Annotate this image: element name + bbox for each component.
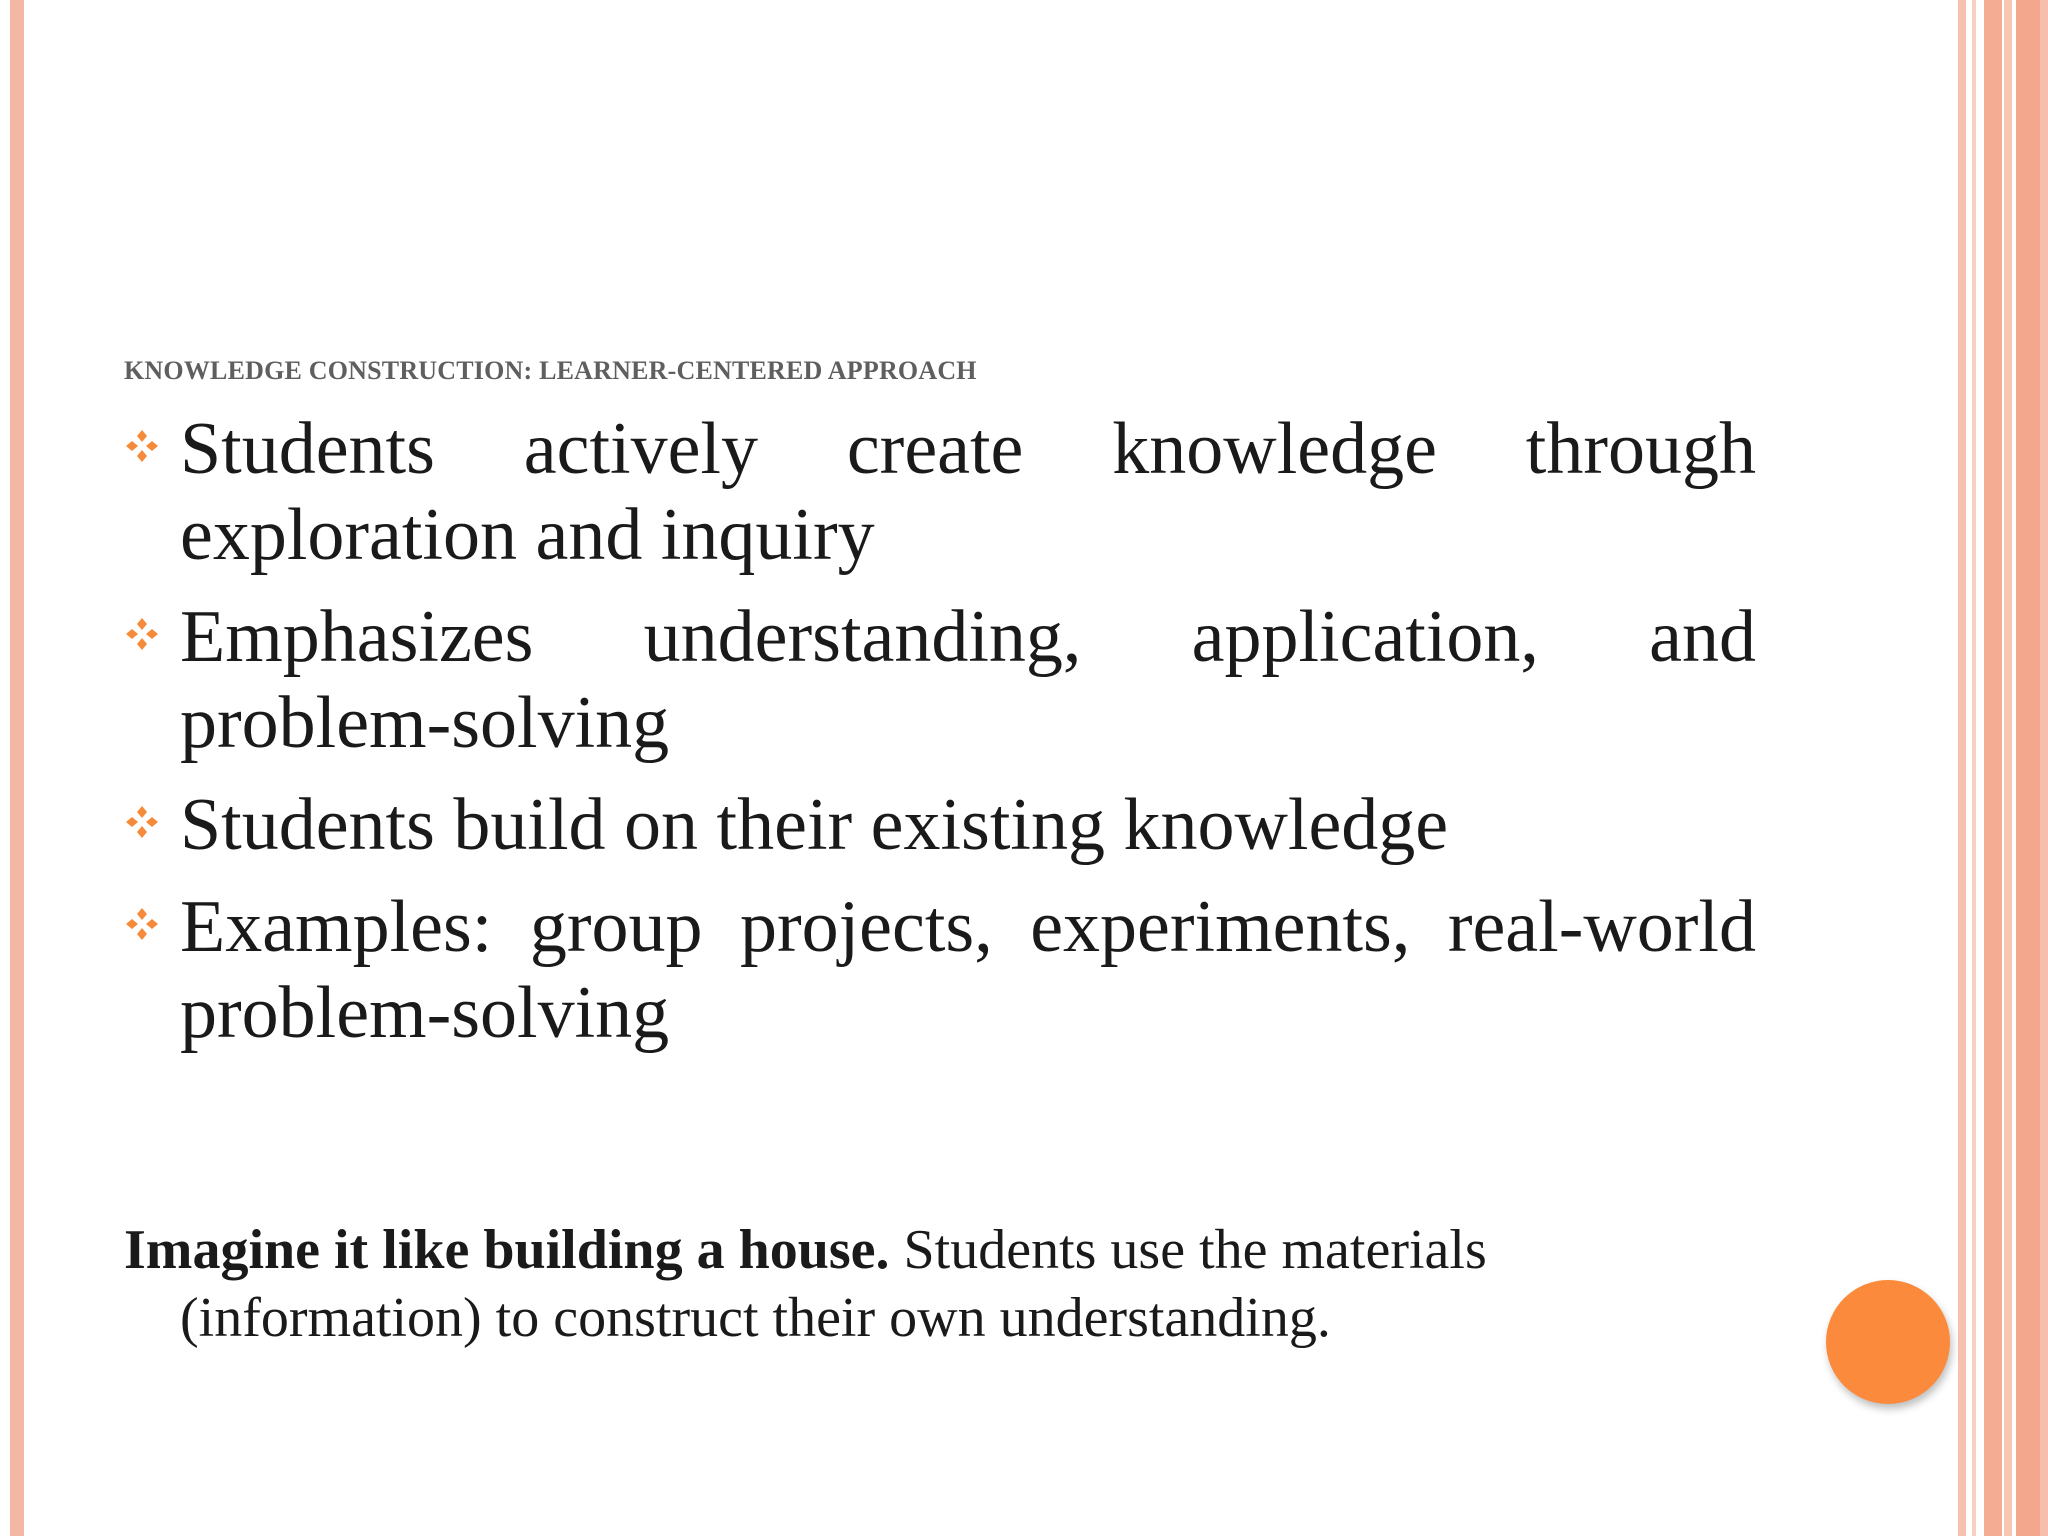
analogy-bold-lead: Imagine it like building a house. (124, 1219, 890, 1281)
right-decorative-stripe (2004, 0, 2012, 1536)
bullet-text: Students build on their existing knowledge (180, 784, 1449, 866)
right-decorative-stripe (2040, 0, 2048, 1536)
analogy-rest-text: Students use the materials (information) to construct their own understanding. (180, 1219, 1487, 1349)
bullet-item (124, 594, 1756, 766)
four-diamond-bullet-icon (124, 906, 160, 942)
left-decorative-border (10, 0, 24, 1536)
four-diamond-bullet-icon (124, 804, 160, 840)
bullet-item (124, 884, 1756, 1056)
slide-subtitle: KNOWLEDGE CONSTRUCTION: LEARNER-CENTERED APPROACH (124, 356, 977, 385)
bullet-item (124, 782, 1756, 868)
four-diamond-bullet-icon (124, 428, 160, 464)
bullet-text: Emphasizes understanding, application, and problem-solving (180, 596, 1756, 764)
right-decorative-stripe (1972, 0, 1976, 1536)
orange-circle-decoration (1826, 1280, 1950, 1404)
bullet-list (124, 406, 1756, 1072)
right-decorative-stripe (2016, 0, 2040, 1536)
right-decorative-stripe (1958, 0, 1966, 1536)
bullet-text: Students actively create knowledge through exploration and inquiry (180, 408, 1756, 576)
bullet-item (124, 406, 1756, 578)
analogy-paragraph (124, 1216, 1680, 1352)
bullet-text: Examples: group projects, experiments, real-world problem-solving (180, 886, 1756, 1054)
four-diamond-bullet-icon (124, 616, 160, 652)
right-decorative-stripe (1984, 0, 2002, 1536)
